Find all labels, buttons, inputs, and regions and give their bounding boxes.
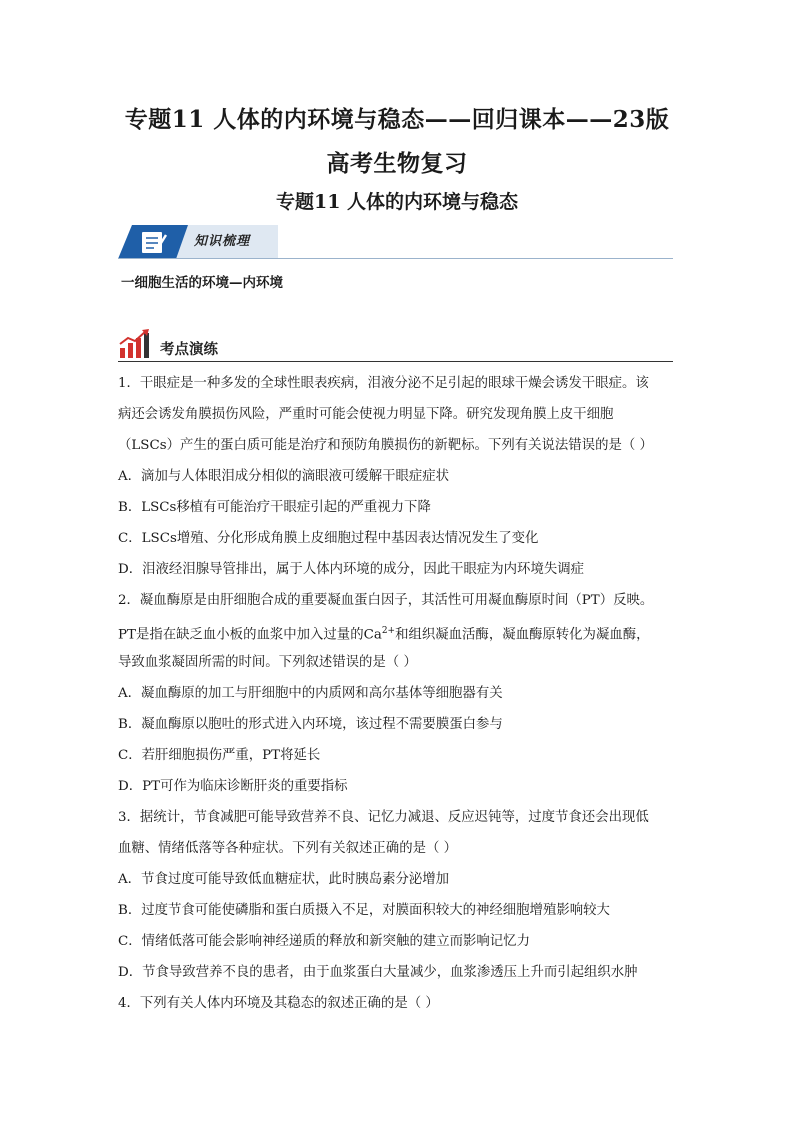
q1-line: 病还会诱发角膜损伤风险，严重时可能会使视力明显下降。研究发现角膜上皮干细胞 (118, 407, 614, 422)
banner-divider (118, 258, 673, 259)
q2-option-a: A．凝血酶原的加工与肝细胞中的内质网和高尔基体等细胞器有关 (118, 686, 503, 701)
q3-option-a: A．节食过度可能导致低血糖症状，此时胰岛素分泌增加 (118, 872, 450, 887)
bar-chart-icon (118, 328, 150, 358)
q2-line: 导致血浆凝固所需的时间。下列叙述错误的是（ ） (118, 655, 417, 670)
q2-superscript: 2+ (381, 626, 396, 636)
q3-option-d: D．节食导致营养不良的患者，由于血浆蛋白大量减少，血浆渗透压上升而引起组织水肿 (118, 965, 638, 980)
exercise-divider (118, 361, 673, 362)
banner-label: 知识梳理 (194, 234, 251, 249)
q2-option-b: B．凝血酶原以胞吐的形式进入内环境，该过程不需要膜蛋白参与 (118, 717, 503, 732)
document-title-line2: 高考生物复习 (326, 150, 468, 177)
q1-option-a: A．滴加与人体眼泪成分相似的滴眼液可缓解干眼症症状 (118, 469, 450, 484)
q3-option-b: B．过度节食可能使磷脂和蛋白质摄入不足，对膜面积较大的神经细胞增殖影响较大 (118, 903, 610, 918)
q1-option-d: D．泪液经泪腺导管排出，属于人体内环境的成分，因此干眼症为内环境失调症 (118, 562, 585, 577)
q3-option-c: C．情绪低落可能会影响神经递质的释放和新突触的建立而影响记忆力 (118, 934, 530, 949)
q2-option-d: D．PT可作为临床诊断肝炎的重要指标 (118, 779, 348, 794)
q4-line: 4．下列有关人体内环境及其稳态的叙述正确的是（ ） (118, 996, 439, 1011)
q3-line: 血糖、情绪低落等各种症状。下列有关叙述正确的是（ ） (118, 841, 458, 856)
questions-body (118, 368, 678, 1019)
document-title-line1: 专题11 人体的内环境与稳态——回归课本——23版 (124, 106, 670, 133)
section-heading: 一细胞生活的环境—内环境 (121, 275, 283, 291)
q1-option-c: C．LSCs增殖、分化形成角膜上皮细胞过程中基因表达情况发生了变化 (118, 531, 539, 546)
q1-option-b: B．LSCs移植有可能治疗干眼症引起的严重视力下降 (118, 500, 431, 515)
exercise-label: 考点演练 (160, 341, 218, 358)
q2-line: 2．凝血酶原是由肝细胞合成的重要凝血蛋白因子，其活性可用凝血酶原时间（PT）反映。 (118, 593, 654, 608)
document-subtitle: 专题11 人体的内环境与稳态 (275, 191, 519, 213)
q2-line (118, 616, 678, 647)
q2-text: 和组织凝血活酶，凝血酶原转化为凝血酶， (395, 627, 650, 643)
q2-text: PT是指在缺乏血小板的血浆中加入过量的Ca (118, 627, 382, 643)
q1-line: （LSCs）产生的蛋白质可能是治疗和预防角膜损伤的新靶标。下列有关说法错误的是（ ） (118, 438, 653, 453)
q3-line: 3．据统计，节食减肥可能导致营养不良、记忆力减退、反应迟钝等，过度节食还会出现低 (118, 810, 649, 825)
q1-line: 1．干眼症是一种多发的全球性眼表疾病，泪液分泌不足引起的眼球干燥会诱发干眼症。该 (118, 376, 649, 391)
q2-option-c: C．若肝细胞损伤严重，PT将延长 (118, 748, 321, 763)
